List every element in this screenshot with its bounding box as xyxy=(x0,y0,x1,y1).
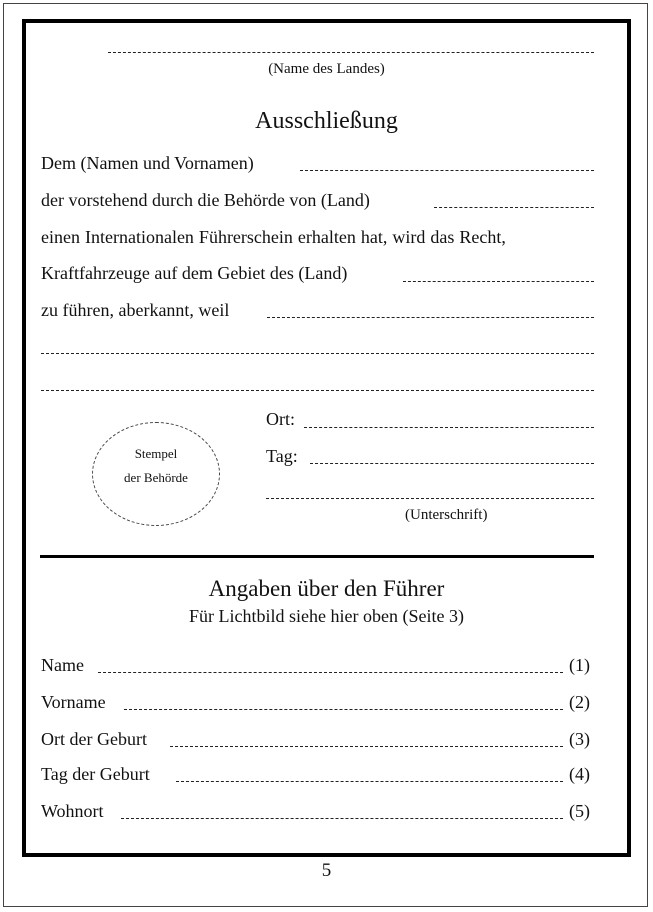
field-number-1: (1) xyxy=(569,655,590,675)
field-input-residence[interactable] xyxy=(121,818,563,819)
date-label: Tag: xyxy=(266,446,298,466)
field-number-5: (5) xyxy=(569,801,590,821)
photo-reference-subtitle: Für Lichtbild siehe hier oben (Seite 3) xyxy=(189,606,464,626)
authority-stamp xyxy=(92,422,220,526)
name-label: Dem (Namen und Vornamen) xyxy=(41,153,254,173)
field-label-birthdate: Tag der Geburt xyxy=(41,764,150,784)
field-number-2: (2) xyxy=(569,692,590,712)
signature-field[interactable] xyxy=(266,498,594,499)
place-label: Ort: xyxy=(266,409,295,429)
field-label-birthplace: Ort der Geburt xyxy=(41,729,147,749)
country-caption: (Name des Landes) xyxy=(268,61,385,77)
field-label-first-name: Vorname xyxy=(41,692,106,712)
date-field[interactable] xyxy=(310,463,594,464)
place-field[interactable] xyxy=(304,427,594,428)
field-input-birthdate[interactable] xyxy=(176,781,563,782)
stamp-text-line-2: der Behörde xyxy=(124,470,188,485)
country-name-field[interactable] xyxy=(108,52,594,53)
field-input-birthplace[interactable] xyxy=(170,746,563,747)
name-field[interactable] xyxy=(300,170,594,171)
signature-caption: (Unterschrift) xyxy=(405,507,488,523)
authority-label: der vorstehend durch die Behörde von (Land) xyxy=(41,190,370,210)
field-number-4: (4) xyxy=(569,764,590,784)
field-label-name: Name xyxy=(41,655,84,675)
reason-field-line-2[interactable] xyxy=(41,353,594,354)
reason-label: zu führen, aberkannt, weil xyxy=(41,300,230,320)
driver-details-title: Angaben über den Führer xyxy=(208,576,445,601)
stamp-text-line-1: Stempel xyxy=(134,446,178,461)
territory-country-field[interactable] xyxy=(403,281,594,282)
field-input-name[interactable] xyxy=(98,672,563,673)
field-input-first-name[interactable] xyxy=(124,709,563,710)
field-number-3: (3) xyxy=(569,729,590,749)
section-divider xyxy=(40,555,594,558)
reason-field-line-3[interactable] xyxy=(41,390,594,391)
territory-label: Kraftfahrzeuge auf dem Gebiet des (Land) xyxy=(41,263,348,283)
field-label-residence: Wohnort xyxy=(41,801,104,821)
page-number: 5 xyxy=(321,860,332,881)
permit-statement: einen Internationalen Führerschein erhalten hat, wird das Recht, xyxy=(41,227,506,247)
reason-field-line-1[interactable] xyxy=(267,317,594,318)
authority-country-field[interactable] xyxy=(434,207,594,208)
exclusion-title: Ausschließung xyxy=(255,108,398,134)
